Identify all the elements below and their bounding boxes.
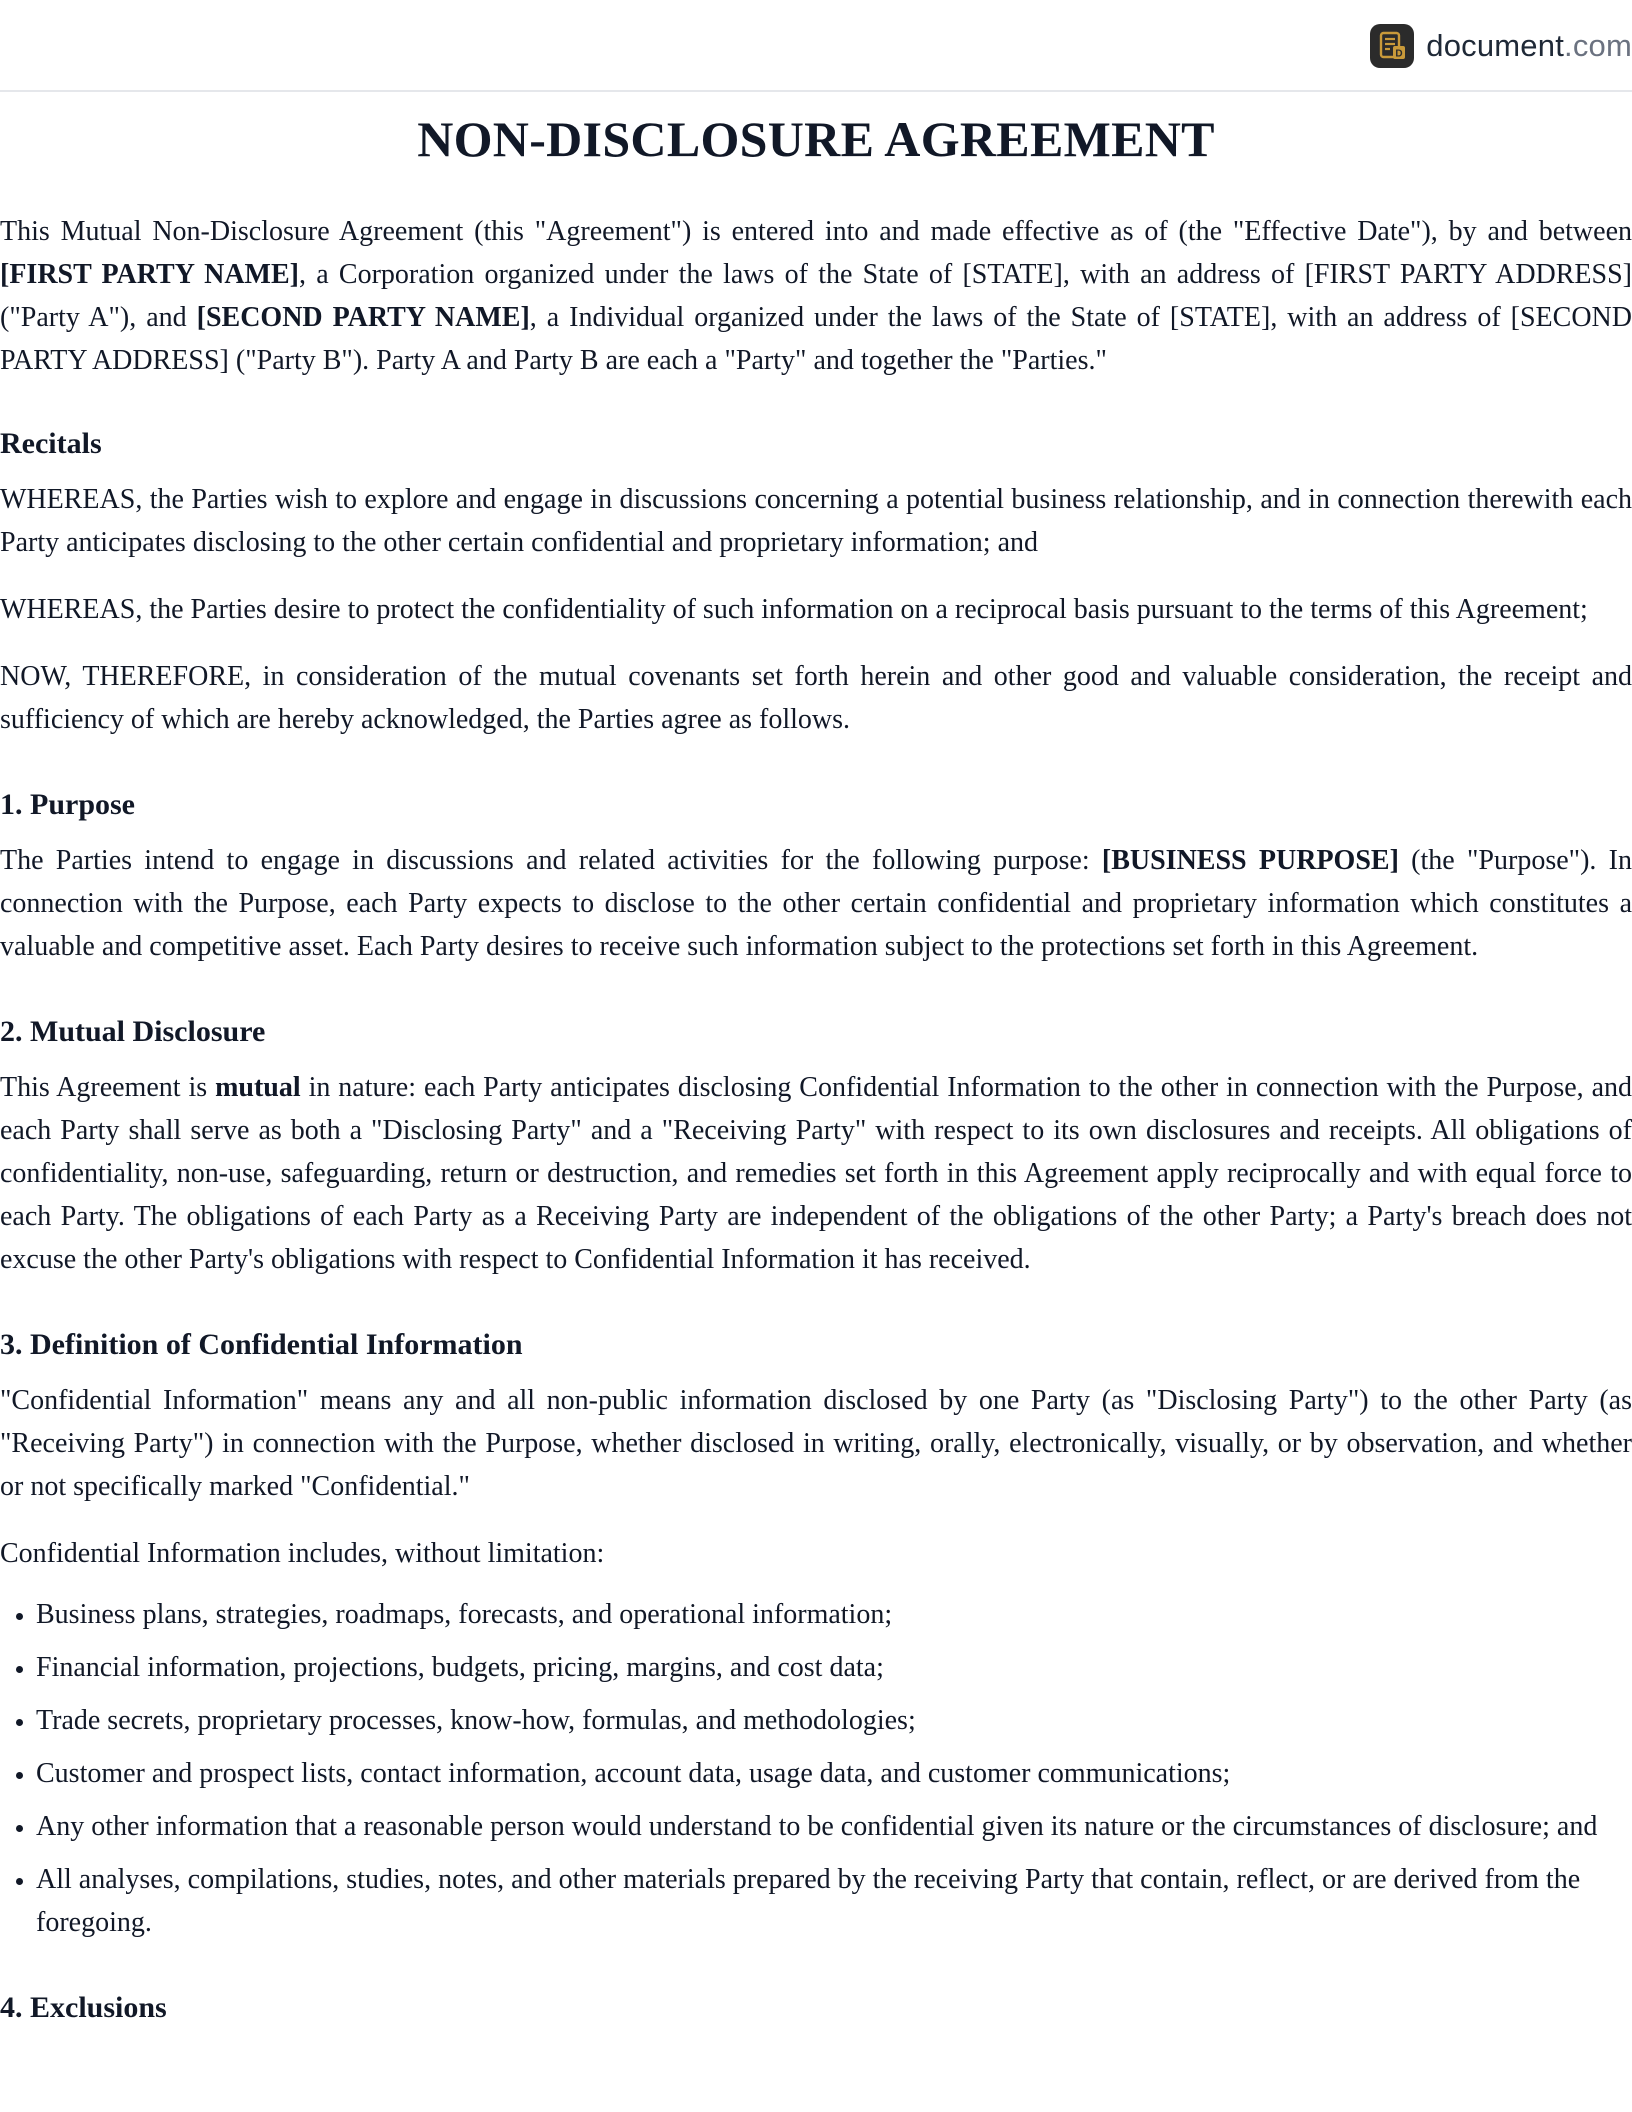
section-heading-mutual-disclosure: 2. Mutual Disclosure [0, 1015, 266, 1048]
section-heading-purpose: 1. Purpose [0, 788, 135, 821]
list-item: • Trade secrets, proprietary processes, know-how, formulas, and methodologies; [36, 1699, 1632, 1742]
svg-text:D: D [1395, 48, 1403, 60]
recital-paragraph-1: WHEREAS, the Parties wish to explore and engage in discussions concerning a potential business relationship, and in connection therewith each Party anticipates disclosing to the other certain confidential and proprietary information; and [0, 484, 1632, 558]
document-body [0, 108, 1632, 2042]
recital-paragraph-3: NOW, THEREFORE, in consideration of the mutual covenants set forth herein and other good and valuable consideration, the receipt and sufficiency of which are hereby acknowledged, the Parties agree as follows. [0, 661, 1632, 735]
business-purpose: [BUSINESS PURPOSE] [1101, 845, 1399, 876]
mutual-disclosure-paragraph: This Agreement is mutual in nature: each Party anticipates disclosing Confidential Information to the other in connection with the Purpose, and each Party shall serve as both a "Disclosing Party" and a "Receiving Party" with respect to its own disclosures and receipts. All obligations of confidentiality, non-use, safeguarding, return or destruction, and remedies set forth in this Agreement apply reciprocally and with equal force to each Party. The obligations of each Party as a Receiving Party are independent of the obligations of the other Party; a Party's breach does not excuse the other Party's obligations with respect to Confidential Information it has received. [0, 1072, 1632, 1275]
section-heading-exclusions: 4. Exclusions [0, 1991, 167, 2024]
definition-includes: Confidential Information includes, without limitation: [0, 1538, 605, 1569]
list-item: • All analyses, compilations, studies, notes, and other materials prepared by the receiving Party that contain, reflect, or are derived from the foregoing. [36, 1858, 1632, 1944]
intro-paragraph: This Mutual Non-Disclosure Agreement (this "Agreement") is entered into and made effective as of (the "Effective Date"), by and between [FIRST PARTY NAME], a Corporation organized under the laws of the State of [STATE], with an address of [FIRST PARTY ADDRESS] ("Party A"), and [SECOND PARTY NAME], a Individual organized under the laws of the State of [STATE], with an address of [SECOND PARTY ADDRESS] ("Party B"). Party A and Party B are each a "Party" and together the "Parties." [0, 216, 1632, 376]
first-party-name: [FIRST PARTY NAME] [0, 259, 299, 290]
brand-logo[interactable] [1370, 24, 1632, 68]
list-item: • Financial information, projections, budgets, pricing, margins, and cost data; [36, 1646, 1632, 1689]
definition-paragraph: "Confidential Information" means any and all non-public information disclosed by one Party (as "Disclosing Party") to the other Party (as "Receiving Party") in connection with the Purpose, whether disclosed in writing, orally, electronically, visually, or by observation, and whether or not specifically marked "Confidential." [0, 1385, 1632, 1502]
confidential-info-list [0, 1593, 1632, 1944]
document-logo-icon [1370, 24, 1414, 68]
mutual-emphasis: mutual [215, 1072, 301, 1103]
section-heading-definition: 3. Definition of Confidential Information [0, 1328, 523, 1361]
recital-paragraph-2: WHEREAS, the Parties desire to protect the confidentiality of such information on a reciprocal basis pursuant to the terms of this Agreement; [0, 594, 1588, 625]
top-header [0, 0, 1632, 92]
recitals-heading: Recitals [0, 427, 102, 460]
list-item: • Business plans, strategies, roadmaps, forecasts, and operational information; [36, 1593, 1632, 1636]
purpose-paragraph: The Parties intend to engage in discussions and related activities for the following purpose: [BUSINESS PURPOSE] (the "Purpose"). In connection with the Purpose, each Party expects to disclose to the other certain confidential and proprietary information which constitutes a valuable and competitive asset. Each Party desires to receive such information subject to the protections set forth in this Agreement. [0, 845, 1632, 962]
list-item: • Any other information that a reasonable person would understand to be confidential given its nature or the circumstances of disclosure; and [36, 1805, 1632, 1848]
page-title: NON-DISCLOSURE AGREEMENT [417, 111, 1215, 167]
second-party-name: [SECOND PARTY NAME] [196, 302, 530, 333]
brand-name: document.com [1426, 28, 1632, 63]
list-item: • Customer and prospect lists, contact information, account data, usage data, and customer communications; [36, 1752, 1632, 1795]
